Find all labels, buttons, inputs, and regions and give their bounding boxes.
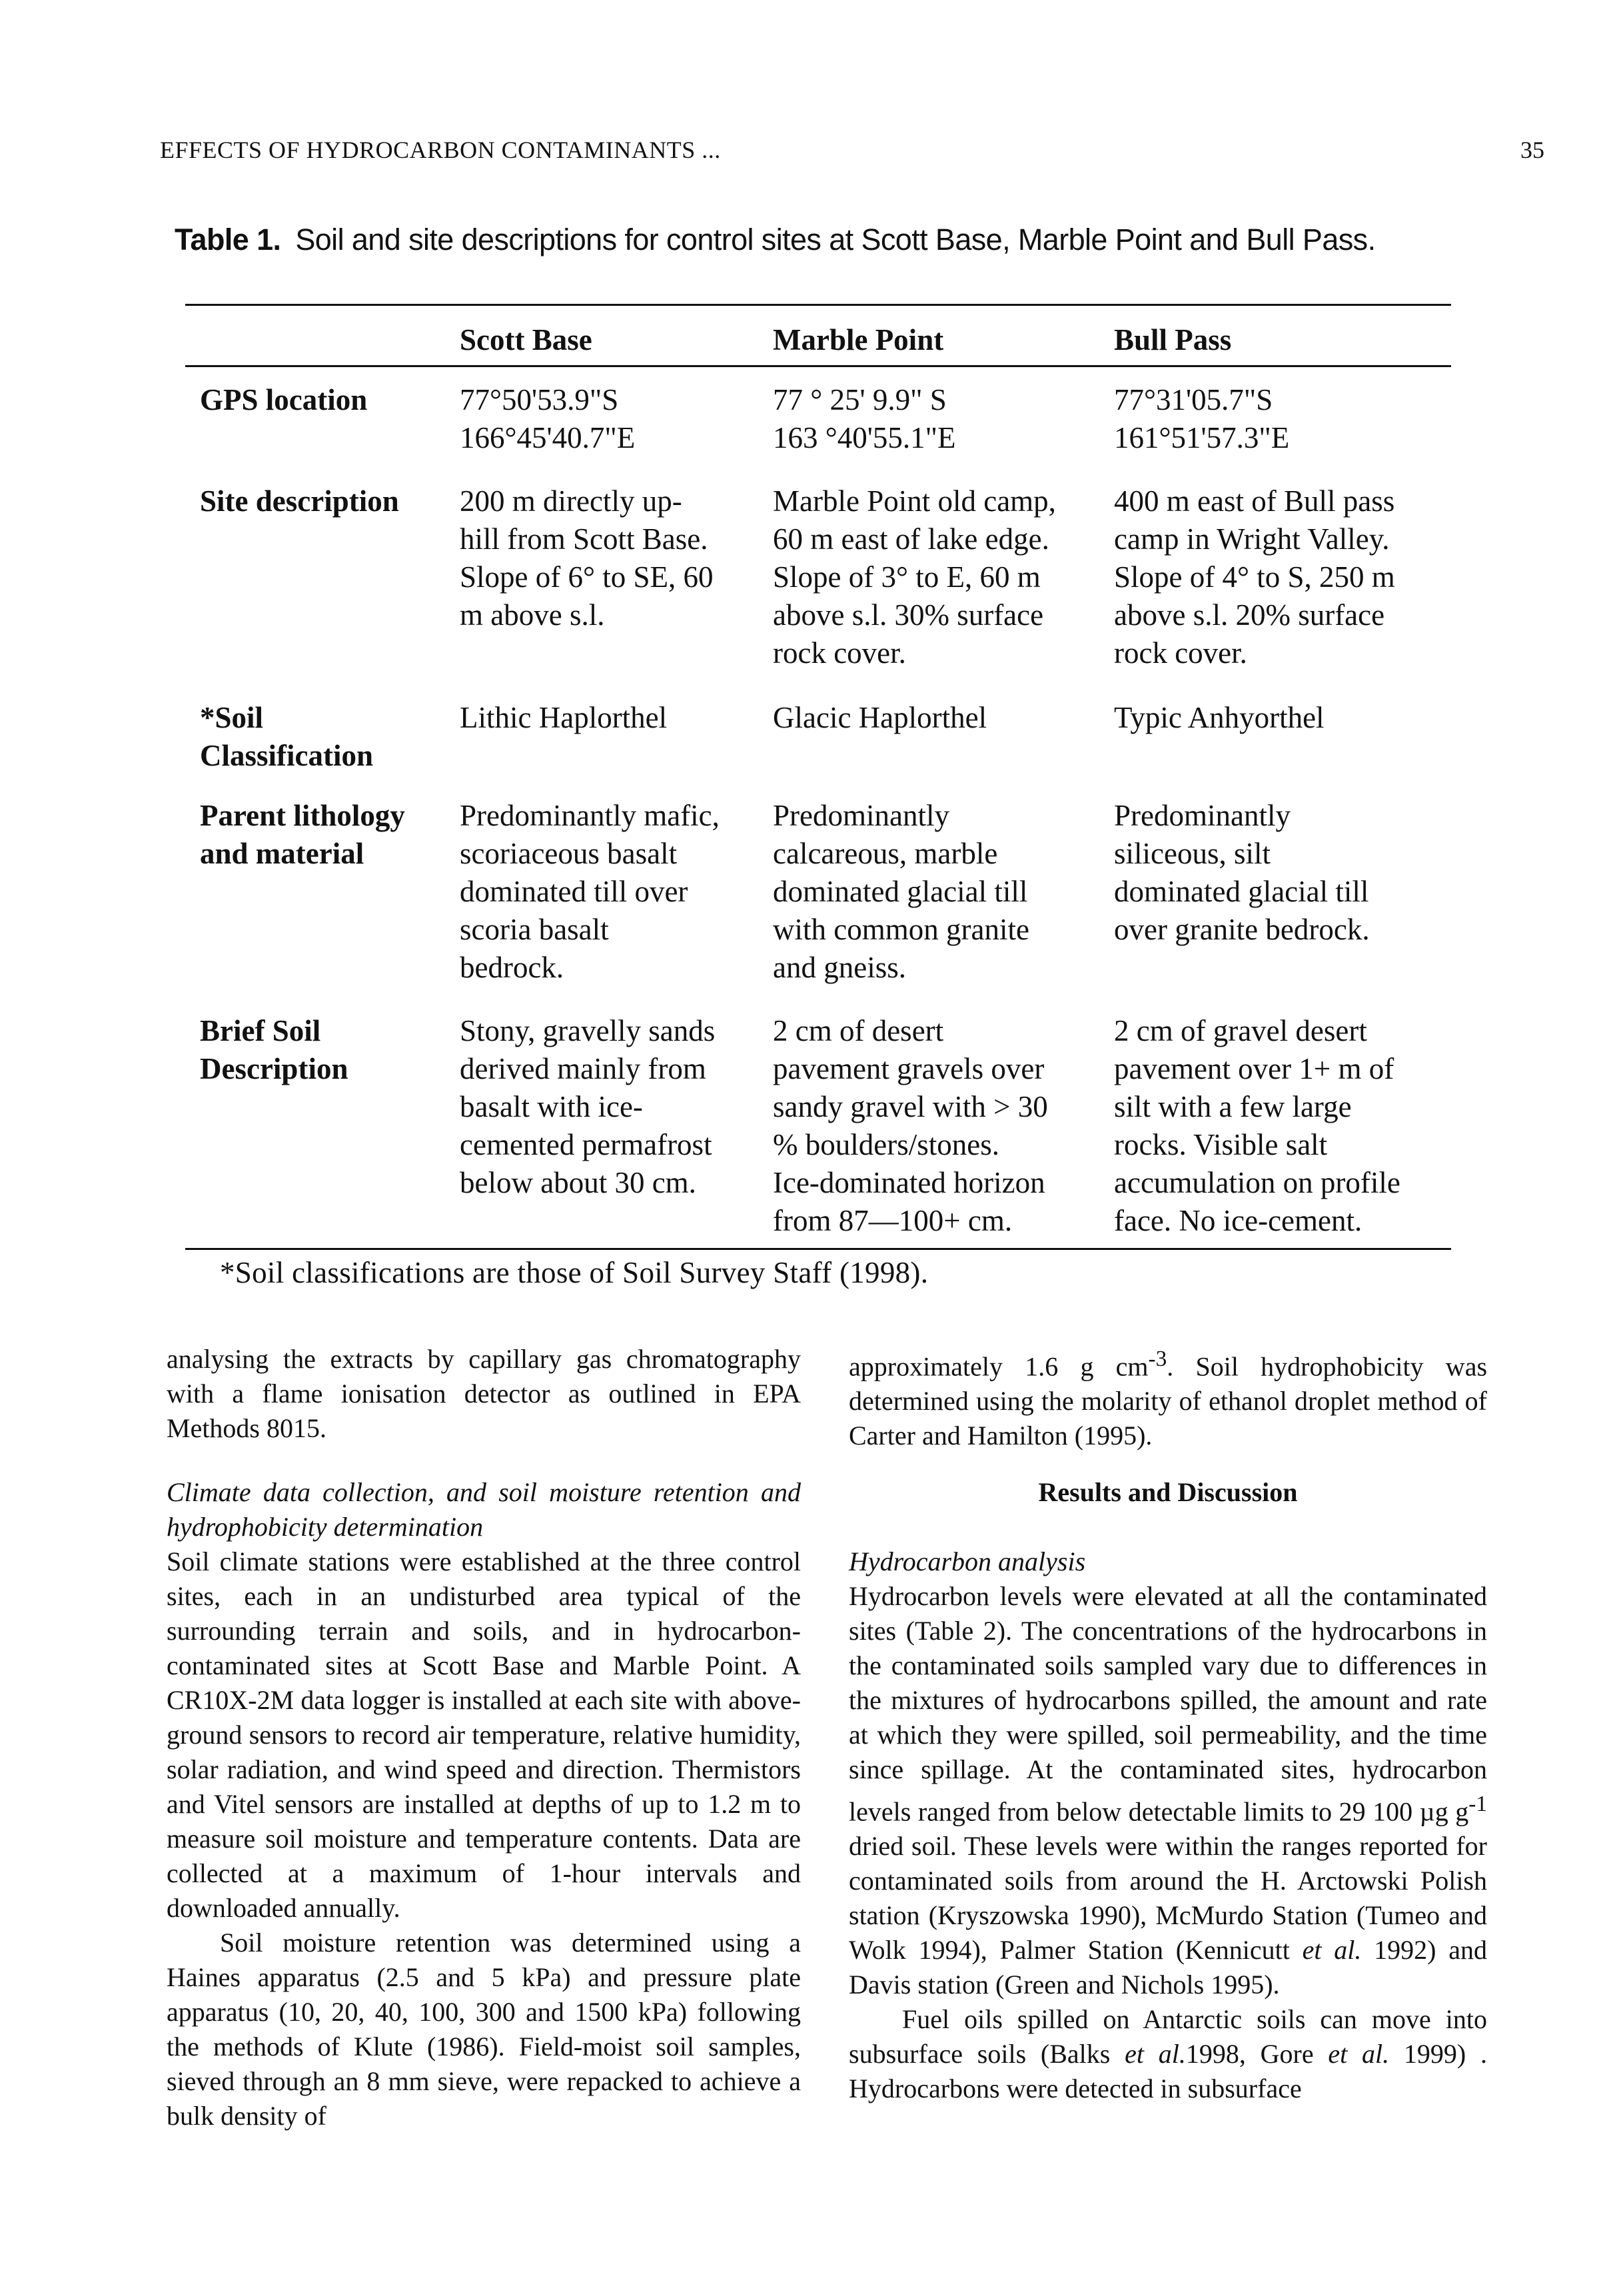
right-para-2-etal: et al. — [1302, 1935, 1362, 1966]
cell-site-scott-base: 200 m directly up- hill from Scott Base. Slope of 6° to SE, 60 m above s.l. — [460, 484, 714, 632]
column-head-bull-pass: Bull Pass — [1114, 323, 1232, 356]
left-para-2: Soil climate stations were established at the three control sites, each in an undisturbed area typical of the surrounding terrain and soils, and in hydrocarbon-contaminated sites at Scott Base and Marble Point. A CR10X-2M data logger is installed at each site with above-ground sensors to record air temperature, relative humidity, solar radiation, and wind speed and direction. Thermistors and Vitel sensors are installed at depths of up to 1.2 m to measure soil moisture and temperature contents. Data are collected at a maximum of 1-hour intervals and downloaded annually. — [167, 1546, 801, 1923]
right-para-2-a: Hydrocarbon levels were elevated at all the contaminated sites (Table 2). The concentrations of the hydrocarbons in the contaminated soils sampled vary due to differences in the mixtures of hydrocarbons spilled, the amount and rate at which they were spilled, soil permeability, and the time since spillage. At the contaminated sites, hydrocarbon levels ranged from below detectable limits to 29 100 µg g — [849, 1581, 1487, 1827]
cell-lith-bull-pass: Predominantly siliceous, silt dominated glacial till over granite bedrock. — [1114, 799, 1370, 946]
column-head-scott-base: Scott Base — [460, 323, 592, 356]
cell-class-scott-base: Lithic Haplorthel — [460, 701, 668, 734]
right-para-2-c: 1992) and Davis station (Green and Nichols 1995). — [849, 1935, 1487, 2000]
right-column-block-1 — [849, 1342, 1487, 1453]
left-column-block-1 — [167, 1342, 801, 1446]
left-para-1: analysing the extracts by capillary gas chromatography with a flame ionisation detector as outlined in EPA Methods 8015. — [167, 1344, 801, 1443]
cell-gps-bull-pass: 77°31'05.7"S 161°51'57.3"E — [1114, 383, 1290, 454]
cell-site-bull-pass: 400 m east of Bull pass camp in Wright Valley. Slope of 4° to S, 250 m above s.l. 20% surface rock cover. — [1114, 484, 1395, 670]
right-para-1-a: approximately 1.6 g cm — [849, 1351, 1149, 1382]
column-head-marble-point: Marble Point — [773, 323, 944, 356]
right-para-3-etal-2: et al. — [1328, 2039, 1390, 2069]
row-label-site-description: Site description — [200, 484, 399, 518]
table-rule-bottom — [185, 1248, 1451, 1250]
table-rule-mid — [185, 365, 1451, 367]
table-rule-top — [185, 304, 1451, 306]
right-para-3-b: 1998, Gore — [1185, 2039, 1329, 2069]
right-para-3-etal-1: et al. — [1125, 2039, 1186, 2069]
cell-lith-scott-base: Predominantly mafic, scoriaceous basalt dominated till over scoria basalt bedrock. — [460, 799, 720, 984]
right-para-3 — [849, 2002, 1487, 2106]
cell-site-marble-point: Marble Point old camp, 60 m east of lake edge. Slope of 3° to E, 60 m above s.l. 30% surface rock cover. — [773, 484, 1056, 670]
cell-lith-marble-point: Predominantly calcareous, marble dominated glacial till with common granite and gneiss. — [773, 799, 1029, 984]
left-subheading: Climate data collection, and soil moisture retention and hydrophobicity determination — [167, 1477, 801, 1542]
cell-brief-marble-point: 2 cm of desert pavement gravels over sandy gravel with > 30 % boulders/stones. Ice-dominated horizon from 87—100+ cm. — [773, 1014, 1048, 1237]
cell-gps-marble-point: 77 ° 25' 9.9" S 163 °40'55.1"E — [773, 383, 956, 454]
row-label-gps: GPS location — [200, 383, 368, 416]
right-subheading: Hydrocarbon analysis — [849, 1546, 1086, 1576]
cell-brief-scott-base: Stony, gravelly sands derived mainly from basalt with ice- cemented permafrost below about 30 cm. — [460, 1014, 716, 1199]
right-para-2 — [849, 1579, 1487, 2002]
row-label-soil-classification: *Soil Classification — [200, 701, 374, 772]
table-caption — [175, 223, 1507, 257]
row-label-parent-lithology: Parent lithology and material — [200, 799, 405, 870]
right-para-3-c: 1999) . Hydrocarbons were detected in subsurface — [849, 2039, 1487, 2104]
right-para-1 — [849, 1342, 1487, 1453]
table-footnote: *Soil classifications are those of Soil Survey Staff (1998). — [220, 1256, 929, 1289]
cell-gps-scott-base: 77°50'53.9"S 166°45'40.7"E — [460, 383, 636, 454]
left-column-block-2 — [167, 1475, 801, 2133]
page-number: 35 — [1520, 137, 1544, 163]
running-head: EFFECTS OF HYDROCARBON CONTAMINANTS ... — [160, 137, 721, 163]
cell-class-marble-point: Glacic Haplorthel — [773, 701, 987, 734]
right-column-block-2 — [849, 1475, 1487, 1510]
row-label-brief-soil-description: Brief Soil Description — [200, 1014, 348, 1085]
right-para-1-b: . Soil hydrophobicity was determined using the molarity of ethanol droplet method of Carter and Hamilton (1995). — [849, 1351, 1488, 1451]
left-para-3: Soil moisture retention was determined using a Haines apparatus (2.5 and 5 kPa) and pressure plate apparatus (10, 20, 40, 100, 300 and 1500 kPa) following the methods of Klute (1986). Field-moist soil samples, sieved through an 8 mm sieve, were repacked to achieve a bulk density of — [167, 1928, 801, 2131]
table-caption-text: Soil and site descriptions for control sites at Scott Base, Marble Point and Bull Pass. — [295, 223, 1376, 257]
cell-brief-bull-pass: 2 cm of gravel desert pavement over 1+ m of silt with a few large rocks. Visible salt accumulation on profile face. No ice-cement. — [1114, 1014, 1400, 1237]
table-caption-label: Table 1. — [175, 223, 281, 257]
right-para-1-sup: -3 — [1148, 1347, 1167, 1371]
right-para-2-sup: -1 — [1468, 1792, 1487, 1816]
right-para-3-a: Fuel oils spilled on Antarctic soils can move into subsurface soils (Balks — [849, 2004, 1487, 2069]
right-para-2-b: dried soil. These levels were within the ranges reported for contaminated soils from around the H. Arctowski Polish station (Kryszowska 1990), McMurdo Station (Tumeo and Wolk 1994), Palmer Station (Kennicutt — [849, 1831, 1487, 1966]
cell-class-bull-pass: Typic Anhyorthel — [1114, 701, 1325, 734]
section-title-results: Results and Discussion — [1038, 1477, 1298, 1507]
right-column-block-3 — [849, 1544, 1487, 2106]
